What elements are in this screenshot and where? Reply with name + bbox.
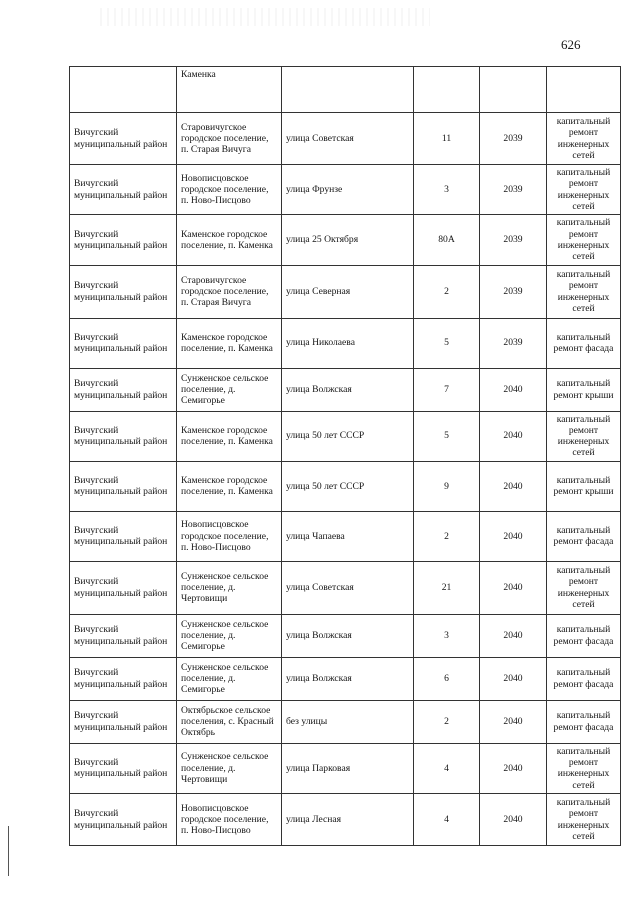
cell-house: 3	[414, 165, 480, 215]
table-row	[70, 657, 621, 700]
cell-settlement: Старовичугское городское поселение, п. Старая Вичуга	[177, 113, 282, 165]
page-number: 626	[561, 37, 581, 52]
cell-house: 80А	[414, 215, 480, 265]
table-row	[70, 113, 621, 165]
cell-settlement: Сунженское сельское поселение, д. Семигорье	[177, 614, 282, 657]
cell-street: улица Волжская	[282, 657, 414, 700]
cell-district	[70, 67, 177, 113]
cell-work	[547, 67, 621, 113]
cell-street: улица Чапаева	[282, 511, 414, 561]
cell-house: 11	[414, 113, 480, 165]
cell-settlement: Октябрьское сельское поселения, с. Красный Октябрь	[177, 700, 282, 743]
cell-district: Вичугский муниципальный район	[70, 794, 177, 846]
cell-year: 2040	[480, 657, 547, 700]
cell-street: улица Советская	[282, 561, 414, 614]
cell-year: 2040	[480, 614, 547, 657]
cell-street: улица Николаева	[282, 318, 414, 368]
cell-district: Вичугский муниципальный район	[70, 614, 177, 657]
table-row	[70, 614, 621, 657]
cell-street: улица Советская	[282, 113, 414, 165]
cell-work: капитальный ремонт крыши	[547, 368, 621, 411]
cell-work: капитальный ремонт фасада	[547, 700, 621, 743]
cell-work: капитальный ремонт инженерных сетей	[547, 411, 621, 461]
cell-settlement: Каменское городское поселение, п. Каменка	[177, 411, 282, 461]
cell-year: 2040	[480, 411, 547, 461]
cell-street: улица 50 лет СССР	[282, 411, 414, 461]
cell-year: 2040	[480, 511, 547, 561]
table-row	[70, 743, 621, 793]
cell-street: улица Лесная	[282, 794, 414, 846]
cell-district: Вичугский муниципальный район	[70, 657, 177, 700]
cell-year: 2039	[480, 215, 547, 265]
cell-year: 2040	[480, 743, 547, 793]
cell-work: капитальный ремонт фасада	[547, 614, 621, 657]
cell-year: 2039	[480, 165, 547, 215]
cell-work: капитальный ремонт инженерных сетей	[547, 113, 621, 165]
cell-street: улица Волжская	[282, 368, 414, 411]
cell-house	[414, 67, 480, 113]
cell-street: улица Фрунзе	[282, 165, 414, 215]
table-body	[70, 67, 621, 846]
cell-house: 4	[414, 743, 480, 793]
cell-settlement: Сунженское сельское поселение, д. Чертовищи	[177, 561, 282, 614]
cell-work: капитальный ремонт фасада	[547, 511, 621, 561]
cell-settlement: Старовичугское городское поселение, п. Старая Вичуга	[177, 265, 282, 318]
cell-district: Вичугский муниципальный район	[70, 318, 177, 368]
cell-work: капитальный ремонт инженерных сетей	[547, 265, 621, 318]
cell-district: Вичугский муниципальный район	[70, 743, 177, 793]
cell-year: 2039	[480, 113, 547, 165]
margin-mark	[8, 826, 9, 876]
cell-district: Вичугский муниципальный район	[70, 113, 177, 165]
cell-work: капитальный ремонт инженерных сетей	[547, 561, 621, 614]
cell-year: 2040	[480, 561, 547, 614]
table-row	[70, 318, 621, 368]
scan-noise	[100, 8, 430, 26]
cell-street: улица 50 лет СССР	[282, 461, 414, 511]
table-row	[70, 165, 621, 215]
cell-district: Вичугский муниципальный район	[70, 368, 177, 411]
cell-year: 2040	[480, 794, 547, 846]
cell-year: 2040	[480, 368, 547, 411]
cell-district: Вичугский муниципальный район	[70, 700, 177, 743]
cell-district: Вичугский муниципальный район	[70, 561, 177, 614]
cell-work: капитальный ремонт крыши	[547, 461, 621, 511]
cell-settlement: Новописцовское городское поселение, п. Ново-Писцово	[177, 165, 282, 215]
cell-settlement: Новописцовское городское поселение, п. Ново-Писцово	[177, 794, 282, 846]
cell-district: Вичугский муниципальный район	[70, 215, 177, 265]
cell-settlement: Каменское городское поселение, п. Каменка	[177, 318, 282, 368]
cell-district: Вичугский муниципальный район	[70, 511, 177, 561]
table-row	[70, 700, 621, 743]
table-row	[70, 265, 621, 318]
cell-street: улица Волжская	[282, 614, 414, 657]
cell-house: 4	[414, 794, 480, 846]
cell-work: капитальный ремонт инженерных сетей	[547, 794, 621, 846]
cell-district: Вичугский муниципальный район	[70, 411, 177, 461]
cell-street: без улицы	[282, 700, 414, 743]
cell-work: капитальный ремонт инженерных сетей	[547, 743, 621, 793]
cell-house: 2	[414, 265, 480, 318]
table-row	[70, 215, 621, 265]
cell-settlement: Каменское городское поселение, п. Каменка	[177, 461, 282, 511]
cell-district: Вичугский муниципальный район	[70, 461, 177, 511]
cell-street	[282, 67, 414, 113]
cell-house: 21	[414, 561, 480, 614]
cell-year: 2040	[480, 461, 547, 511]
cell-house: 9	[414, 461, 480, 511]
cell-work: капитальный ремонт фасада	[547, 657, 621, 700]
table-row	[70, 67, 621, 113]
cell-settlement: Каменка	[177, 67, 282, 113]
cell-work: капитальный ремонт фасада	[547, 318, 621, 368]
table-row	[70, 461, 621, 511]
table-row	[70, 411, 621, 461]
repair-schedule-table	[69, 66, 621, 846]
table-row	[70, 511, 621, 561]
cell-house: 5	[414, 411, 480, 461]
cell-settlement: Сунженское сельское поселение, д. Чертовищи	[177, 743, 282, 793]
cell-house: 2	[414, 700, 480, 743]
table-row	[70, 561, 621, 614]
cell-settlement: Новописцовское городское поселение, п. Ново-Писцово	[177, 511, 282, 561]
cell-house: 6	[414, 657, 480, 700]
cell-year	[480, 67, 547, 113]
cell-house: 5	[414, 318, 480, 368]
cell-house: 3	[414, 614, 480, 657]
cell-work: капитальный ремонт инженерных сетей	[547, 165, 621, 215]
cell-settlement: Сунженское сельское поселение, д. Семигорье	[177, 368, 282, 411]
cell-district: Вичугский муниципальный район	[70, 265, 177, 318]
cell-settlement: Каменское городское поселение, п. Каменка	[177, 215, 282, 265]
cell-street: улица 25 Октября	[282, 215, 414, 265]
table-row	[70, 368, 621, 411]
table-row	[70, 794, 621, 846]
cell-settlement: Сунженское сельское поселение, д. Семигорье	[177, 657, 282, 700]
cell-year: 2039	[480, 265, 547, 318]
cell-year: 2039	[480, 318, 547, 368]
cell-house: 7	[414, 368, 480, 411]
cell-district: Вичугский муниципальный район	[70, 165, 177, 215]
cell-street: улица Северная	[282, 265, 414, 318]
cell-street: улица Парковая	[282, 743, 414, 793]
cell-work: капитальный ремонт инженерных сетей	[547, 215, 621, 265]
cell-year: 2040	[480, 700, 547, 743]
cell-house: 2	[414, 511, 480, 561]
